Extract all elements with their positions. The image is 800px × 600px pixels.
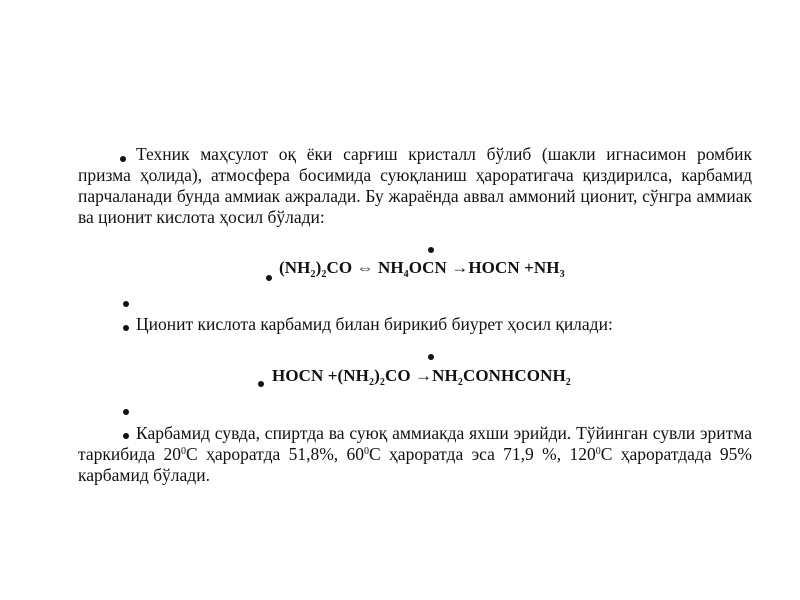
formula-text: )	[315, 258, 322, 277]
bullet-marker	[266, 275, 272, 281]
text-segment: С ҳароратда 51,8%, 60	[186, 444, 365, 464]
subscript: 2	[310, 269, 316, 280]
formula-text: NH	[377, 258, 404, 277]
reaction-arrow-icon: →	[451, 258, 469, 277]
formula-text: (NH	[279, 258, 311, 277]
formula-text: )	[374, 366, 380, 385]
paragraph-text: Техник маҳсулот оқ ёки сарғиш кристалл бўлиб (шакли игнасимон ромбик призма ҳолида), атмосфера босимида суюқланиш ҳароратигача қиздирилса, карбамид парчаланади бунда аммиак ажралади. Бу жараёнда аввал аммоний ционит, сўнгра аммиак ва ционит кислота ҳосил бўлади:	[78, 144, 752, 227]
subscript: 4	[403, 269, 409, 280]
subscript: 2	[457, 377, 463, 388]
formula-text: CO	[326, 258, 353, 277]
degree-mark: 0	[181, 446, 187, 457]
equation-biuret	[272, 366, 571, 386]
subscript: 2	[379, 377, 385, 388]
degree-mark: 0	[364, 446, 370, 457]
paragraph-biuret	[78, 314, 752, 335]
formula-text: NH	[432, 366, 458, 385]
reaction-arrow-icon: →	[415, 366, 433, 385]
bullet-marker	[428, 247, 434, 253]
equation-decomposition	[279, 258, 565, 278]
paragraph-text: Ционит кислота карбамид билан бирикиб биурет ҳосил қилади:	[136, 314, 613, 334]
paragraph-solubility	[78, 423, 752, 486]
subscript: 2	[321, 269, 327, 280]
text-segment: Карбамид сувда, спиртда ва суюқ аммиакда яхши эрийди. Тўйинган сувли эритма таркибида 20	[78, 423, 752, 464]
bullet-marker	[123, 301, 129, 307]
bullet-marker	[428, 354, 434, 360]
bullet-marker	[123, 409, 129, 415]
formula-text: HOCN +(NH	[272, 366, 369, 385]
degree-mark: 0	[595, 446, 601, 457]
formula-text: HOCN +NH	[468, 258, 560, 277]
paragraph-decomposition	[78, 144, 752, 228]
formula-text: CONHCONH	[462, 366, 566, 385]
formula-text: CO	[384, 366, 416, 385]
paragraph-text	[78, 423, 752, 486]
subscript: 3	[559, 269, 565, 280]
formula-text: OCN	[408, 258, 452, 277]
equilibrium-arrow-icon: ⇔	[352, 258, 378, 277]
text-segment: С ҳароратдада 95% карбамид бўлади.	[78, 444, 753, 485]
text-segment: С ҳароратда эса 71,9 %, 120	[369, 444, 596, 464]
subscript: 2	[369, 377, 375, 388]
subscript: 2	[565, 377, 571, 388]
bullet-marker	[258, 381, 264, 387]
